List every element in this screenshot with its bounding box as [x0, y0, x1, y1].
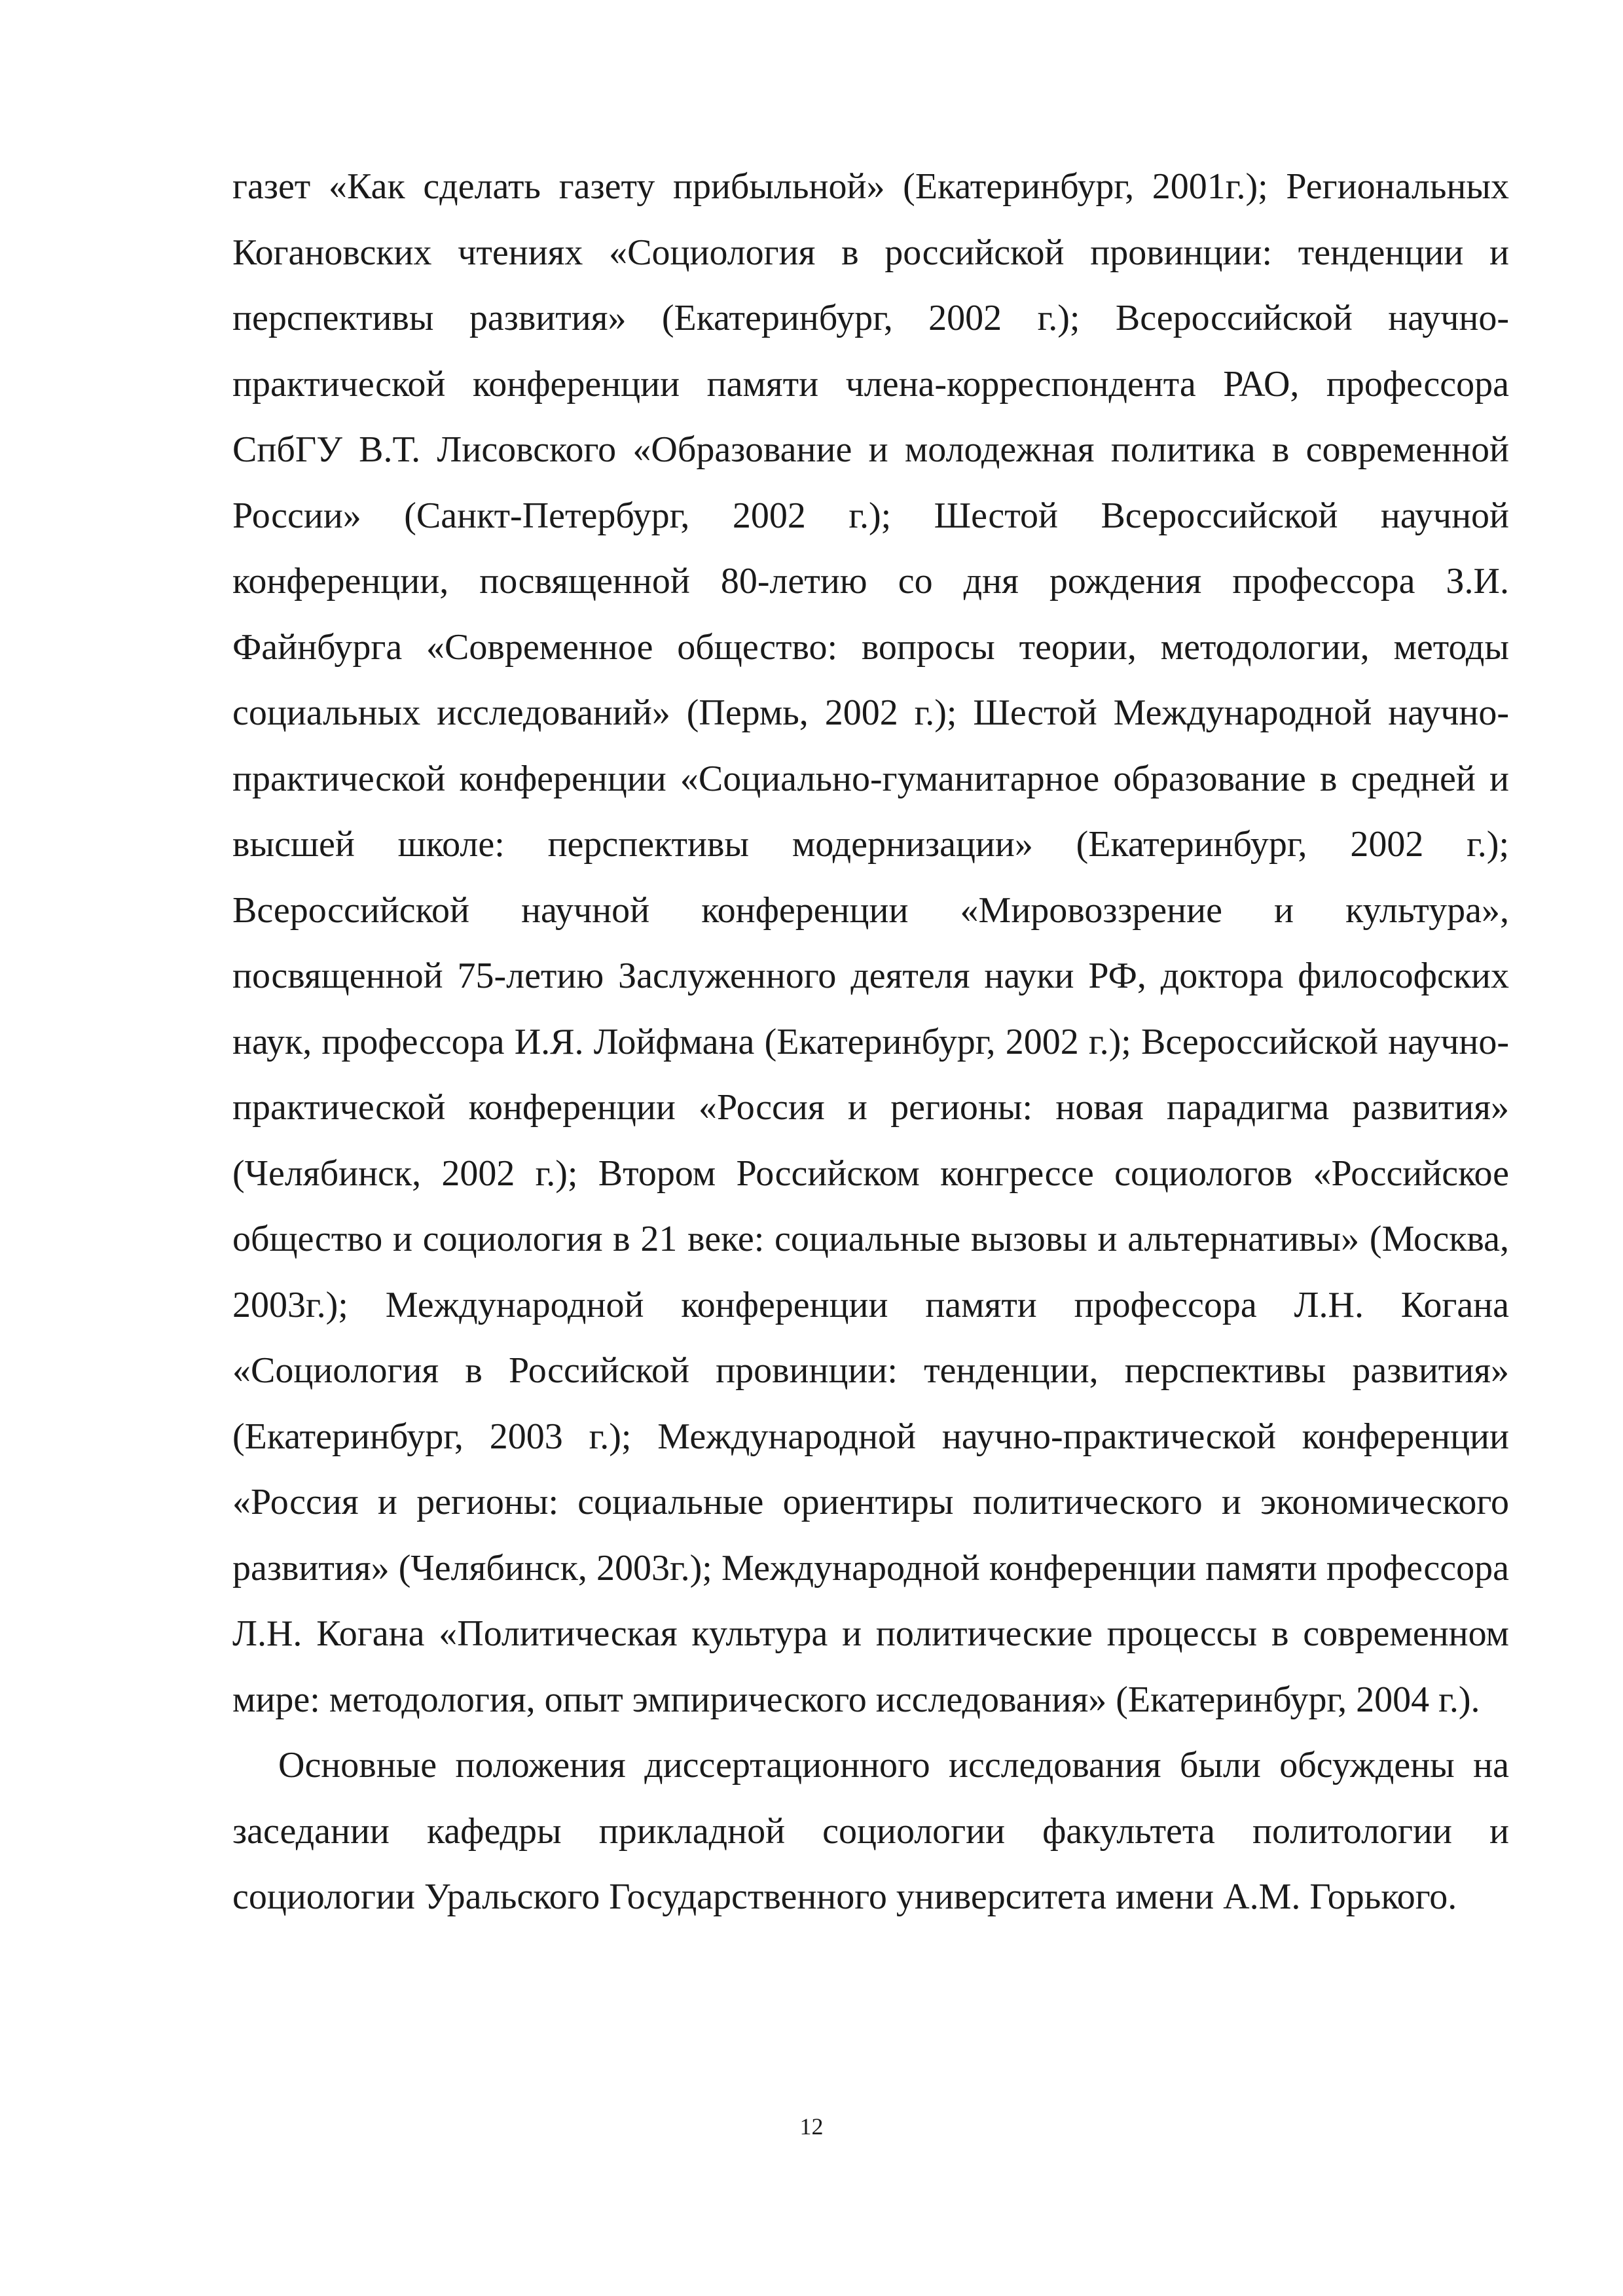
page-number: 12 — [799, 2113, 824, 2140]
paragraph-discussion: Основные положения диссертационного исследования были обсуждены на заседании кафедры прикладной социологии факультета политологии и социологии Уральского Государственного университета имени А.М. Горького. — [232, 1745, 1509, 1917]
paragraph-conferences-list: газет «Как сделать газету прибыльной» (Екатеринбург, 2001г.); Региональных Когановских чтениях «Социология в российской провинции: тенденции и перспективы развития» (Екатеринбург, 2002 г.); Всероссийской научно-практической конференции памяти члена-корреспондента РАО, профессора СпбГУ В.Т. Лисовского «Образование и молодежная политика в современной России» (Санкт-Петербург, 2002 г.); Шестой Всероссийской научной конференции, посвященной 80-летию со дня рождения профессора З.И. Файнбурга «Современное общество: вопросы теории, методологии, методы социальных исследований» (Пермь, 2002 г.); Шестой Международной научно-практической конференции «Социально-гуманитарное образование в средней и высшей школе: перспективы модернизации» (Екатеринбург, 2002 г.); Всероссийской научной конференции «Мировоззрение и культура», посвященной 75-летию Заслуженного деятеля науки РФ, доктора философских наук, профессора И.Я. Лойфмана (Екатеринбург, 2002 г.); Всероссийской научно-практической конференции «Россия и регионы: новая парадигма развития» (Челябинск, 2002 г.); Втором Российском конгрессе социологов «Российское общество и социология в 21 веке: социальные вызовы и альтернативы» (Москва, 2003г.); Международной конференции памяти профессора Л.Н. Когана «Социология в Российской провинции: тенденции, перспективы развития» (Екатеринбург, 2003 г.); Международной научно-практической конференции «Россия и регионы: социальные ориентиры политического и экономического развития» (Челябинск, 2003г.); Международной конференции памяти профессора Л.Н. Когана «Политическая культура и политические процессы в современном мире: методология, опыт эмпирического исследования» (Екатеринбург, 2004 г.). — [232, 166, 1509, 1720]
body-text — [232, 154, 1509, 1930]
